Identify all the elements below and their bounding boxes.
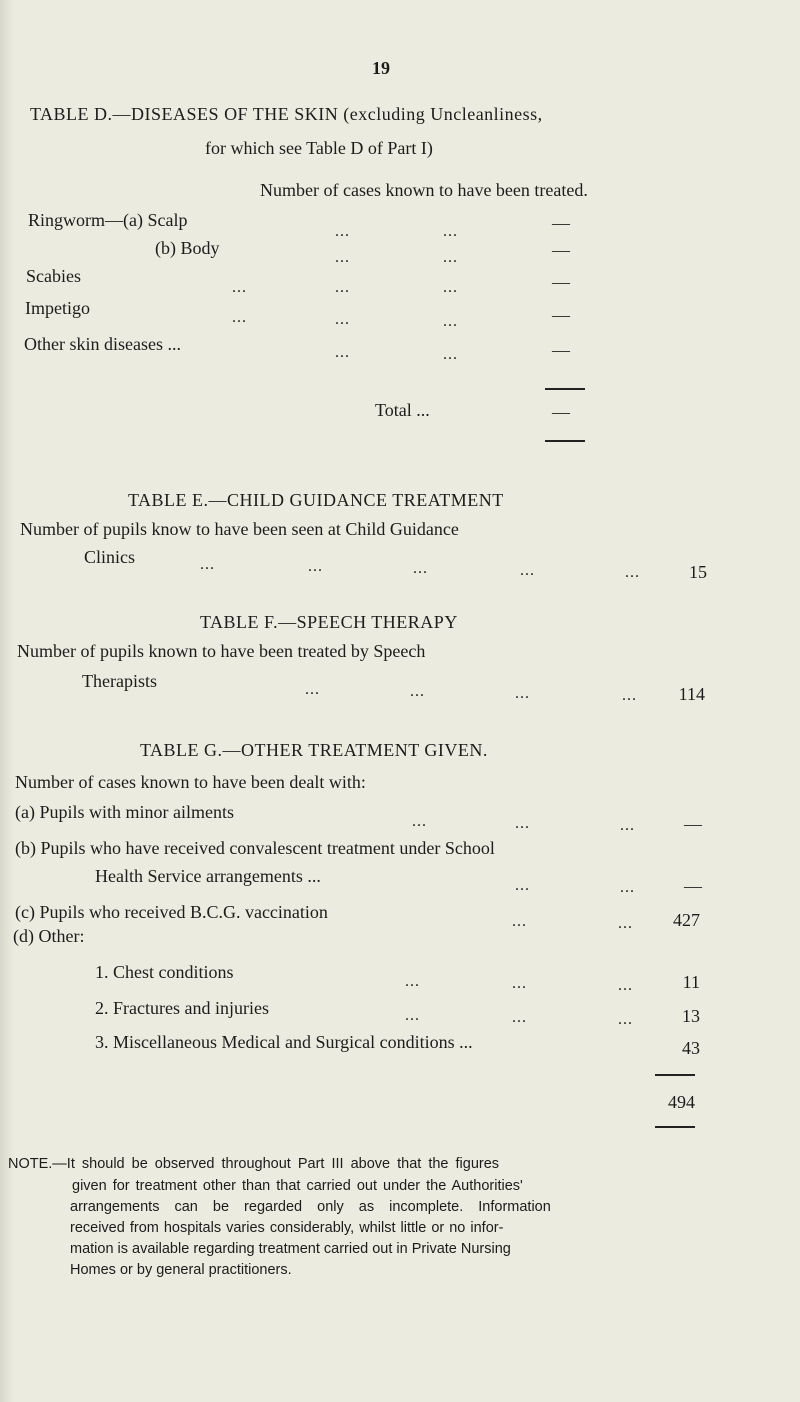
table-f-value: 114 bbox=[678, 684, 705, 704]
note-line: arrangements can be regarded only as incomplete. Information bbox=[70, 1199, 551, 1215]
leader-dots: ... bbox=[443, 223, 458, 240]
table-d-bottom-rule bbox=[545, 440, 585, 442]
leader-dots: ... bbox=[515, 815, 530, 832]
table-g-sub-item-label: 1. Chest conditions bbox=[95, 962, 234, 982]
leader-dots: ... bbox=[512, 1009, 527, 1026]
leader-dots: ... bbox=[443, 313, 458, 330]
note-line: mation is available regarding treatment carried out in Private Nursing bbox=[70, 1241, 511, 1257]
table-g-item-b-value: — bbox=[684, 876, 702, 896]
leader-dots: ... bbox=[335, 223, 350, 240]
leader-dots: ... bbox=[620, 817, 635, 834]
leader-dots: ... bbox=[515, 877, 530, 894]
table-d-total-value: — bbox=[552, 402, 570, 422]
leader-dots: ... bbox=[405, 1007, 420, 1024]
table-g-sub-item-value: 11 bbox=[682, 972, 700, 992]
table-g-total-rule bbox=[655, 1074, 695, 1076]
table-d-total-rule bbox=[545, 388, 585, 390]
table-g-total-value: 494 bbox=[668, 1092, 695, 1112]
table-d-row-label: Scabies bbox=[26, 266, 81, 286]
table-g-item-c-value: 427 bbox=[673, 910, 700, 930]
table-g-bottom-rule bbox=[655, 1126, 695, 1128]
table-g-title: TABLE G.—OTHER TREATMENT GIVEN. bbox=[140, 740, 488, 760]
table-d-row-label: Other skin diseases ... bbox=[24, 334, 181, 354]
leader-dots: ... bbox=[443, 346, 458, 363]
table-f-description-cont: Therapists bbox=[82, 671, 157, 691]
table-e-title: TABLE E.—CHILD GUIDANCE TREATMENT bbox=[128, 490, 504, 510]
table-d-row-value: — bbox=[552, 240, 570, 260]
table-g-item-a-label: (a) Pupils with minor ailments bbox=[15, 802, 234, 822]
table-f-title: TABLE F.—SPEECH THERAPY bbox=[200, 612, 458, 632]
table-g-item-b-label-cont: Health Service arrangements ... bbox=[95, 866, 321, 886]
leader-dots: ... bbox=[308, 558, 323, 575]
table-d-row-value: — bbox=[552, 213, 570, 233]
table-g-item-a-value: — bbox=[684, 814, 702, 834]
leader-dots: ... bbox=[515, 685, 530, 702]
leader-dots: ... bbox=[232, 309, 247, 326]
table-e-value: 15 bbox=[689, 562, 707, 582]
leader-dots: ... bbox=[413, 560, 428, 577]
table-d-column-header: Number of cases known to have been treated. bbox=[260, 180, 588, 200]
table-d-row-label: Impetigo bbox=[25, 298, 90, 318]
leader-dots: ... bbox=[625, 564, 640, 581]
table-d-row-value: — bbox=[552, 305, 570, 325]
leader-dots: ... bbox=[443, 279, 458, 296]
leader-dots: ... bbox=[335, 311, 350, 328]
table-g-sub-item-value: 43 bbox=[682, 1038, 700, 1058]
table-d-total-label: Total ... bbox=[375, 400, 430, 420]
leader-dots: ... bbox=[305, 681, 320, 698]
leader-dots: ... bbox=[512, 975, 527, 992]
page-number: 19 bbox=[372, 58, 390, 78]
note-line: NOTE.—It should be observed throughout Part III above that the figures bbox=[8, 1156, 500, 1172]
leader-dots: ... bbox=[620, 879, 635, 896]
page-edge-shadow bbox=[0, 0, 14, 1402]
note-line: received from hospitals varies considerably, whilst little or no infor- bbox=[70, 1220, 504, 1236]
leader-dots: ... bbox=[335, 279, 350, 296]
table-g-sub-item-label: 3. Miscellaneous Medical and Surgical conditions ... bbox=[95, 1032, 473, 1052]
leader-dots: ... bbox=[200, 556, 215, 573]
table-g-item-b-label: (b) Pupils who have received convalescent treatment under School bbox=[15, 838, 495, 858]
leader-dots: ... bbox=[405, 973, 420, 990]
table-d-row-value: — bbox=[552, 272, 570, 292]
table-g-item-c-label: (c) Pupils who received B.C.G. vaccination bbox=[15, 902, 328, 922]
leader-dots: ... bbox=[618, 915, 633, 932]
table-g-item-d-label: (d) Other: bbox=[13, 926, 85, 946]
table-d-row-value: — bbox=[552, 340, 570, 360]
leader-dots: ... bbox=[443, 249, 458, 266]
note-line: given for treatment other than that carried out under the Authorities' bbox=[72, 1178, 523, 1194]
table-d-row-label: (b) Body bbox=[155, 238, 220, 258]
leader-dots: ... bbox=[622, 687, 637, 704]
table-d-subtitle: for which see Table D of Part I) bbox=[205, 138, 433, 158]
table-d-row-label: Ringworm—(a) Scalp bbox=[28, 210, 188, 230]
leader-dots: ... bbox=[412, 813, 427, 830]
leader-dots: ... bbox=[410, 683, 425, 700]
table-g-sub-item-label: 2. Fractures and injuries bbox=[95, 998, 269, 1018]
leader-dots: ... bbox=[512, 913, 527, 930]
table-g-intro: Number of cases known to have been dealt with: bbox=[15, 772, 366, 792]
table-f-description: Number of pupils known to have been treated by Speech bbox=[17, 641, 426, 661]
table-e-description-cont: Clinics bbox=[84, 547, 136, 567]
leader-dots: ... bbox=[335, 249, 350, 266]
leader-dots: ... bbox=[232, 279, 247, 296]
note-line: Homes or by general practitioners. bbox=[70, 1262, 292, 1278]
table-e-description: Number of pupils know to have been seen at Child Guidance bbox=[20, 519, 459, 539]
table-d-title: TABLE D.—DISEASES OF THE SKIN (excluding Uncleanliness, bbox=[30, 104, 543, 124]
leader-dots: ... bbox=[618, 1011, 633, 1028]
leader-dots: ... bbox=[335, 344, 350, 361]
leader-dots: ... bbox=[520, 562, 535, 579]
leader-dots: ... bbox=[618, 977, 633, 994]
table-g-sub-item-value: 13 bbox=[682, 1006, 700, 1026]
